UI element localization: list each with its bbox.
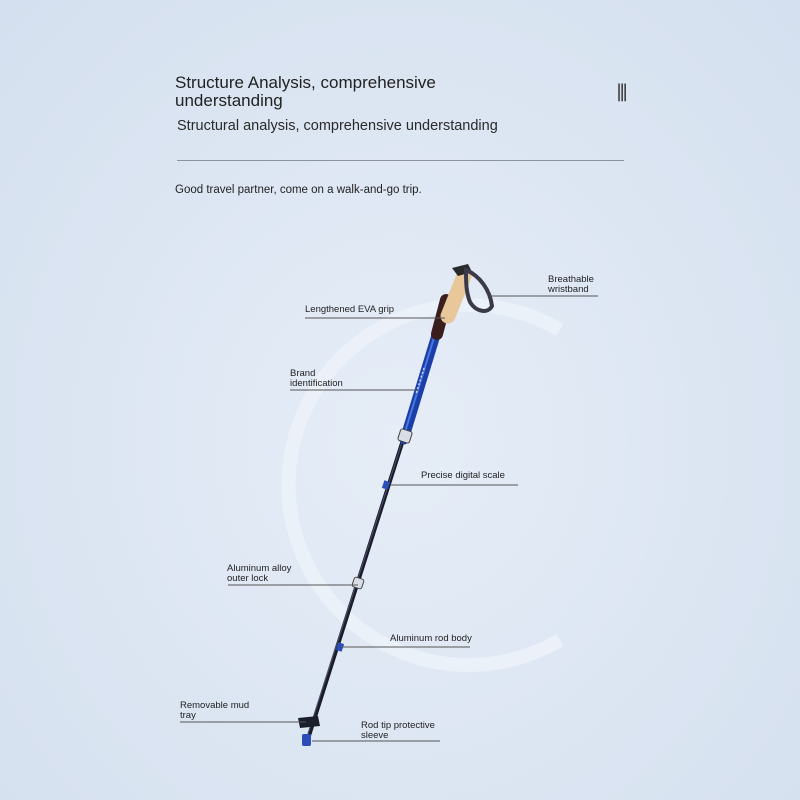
- page-title: Structure Analysis, comprehensive understanding: [175, 73, 436, 110]
- label-outer-lock: Aluminum alloy outer lock: [227, 563, 292, 584]
- label-grip: Lengthened EVA grip: [305, 304, 395, 315]
- label-tip-sleeve: Rod tip protective sleeve: [361, 720, 435, 741]
- label-rod-body: Aluminum rod body: [390, 633, 472, 644]
- page-subtitle: Structural analysis, comprehensive understanding: [177, 118, 498, 134]
- label-scale: Precise digital scale: [421, 470, 505, 481]
- label-mud-tray: Removable mud tray: [180, 700, 250, 721]
- label-brand: Brand identification: [290, 368, 343, 389]
- tip-sleeve: [302, 734, 311, 746]
- menu-bars-icon: |||: [616, 81, 626, 102]
- lock-ring-lower: [352, 577, 365, 590]
- label-wristband: Breathable wristband: [548, 274, 594, 295]
- pole-upper-shaft: [404, 322, 440, 440]
- tagline: Good travel partner, come on a walk-and-go trip.: [175, 184, 422, 196]
